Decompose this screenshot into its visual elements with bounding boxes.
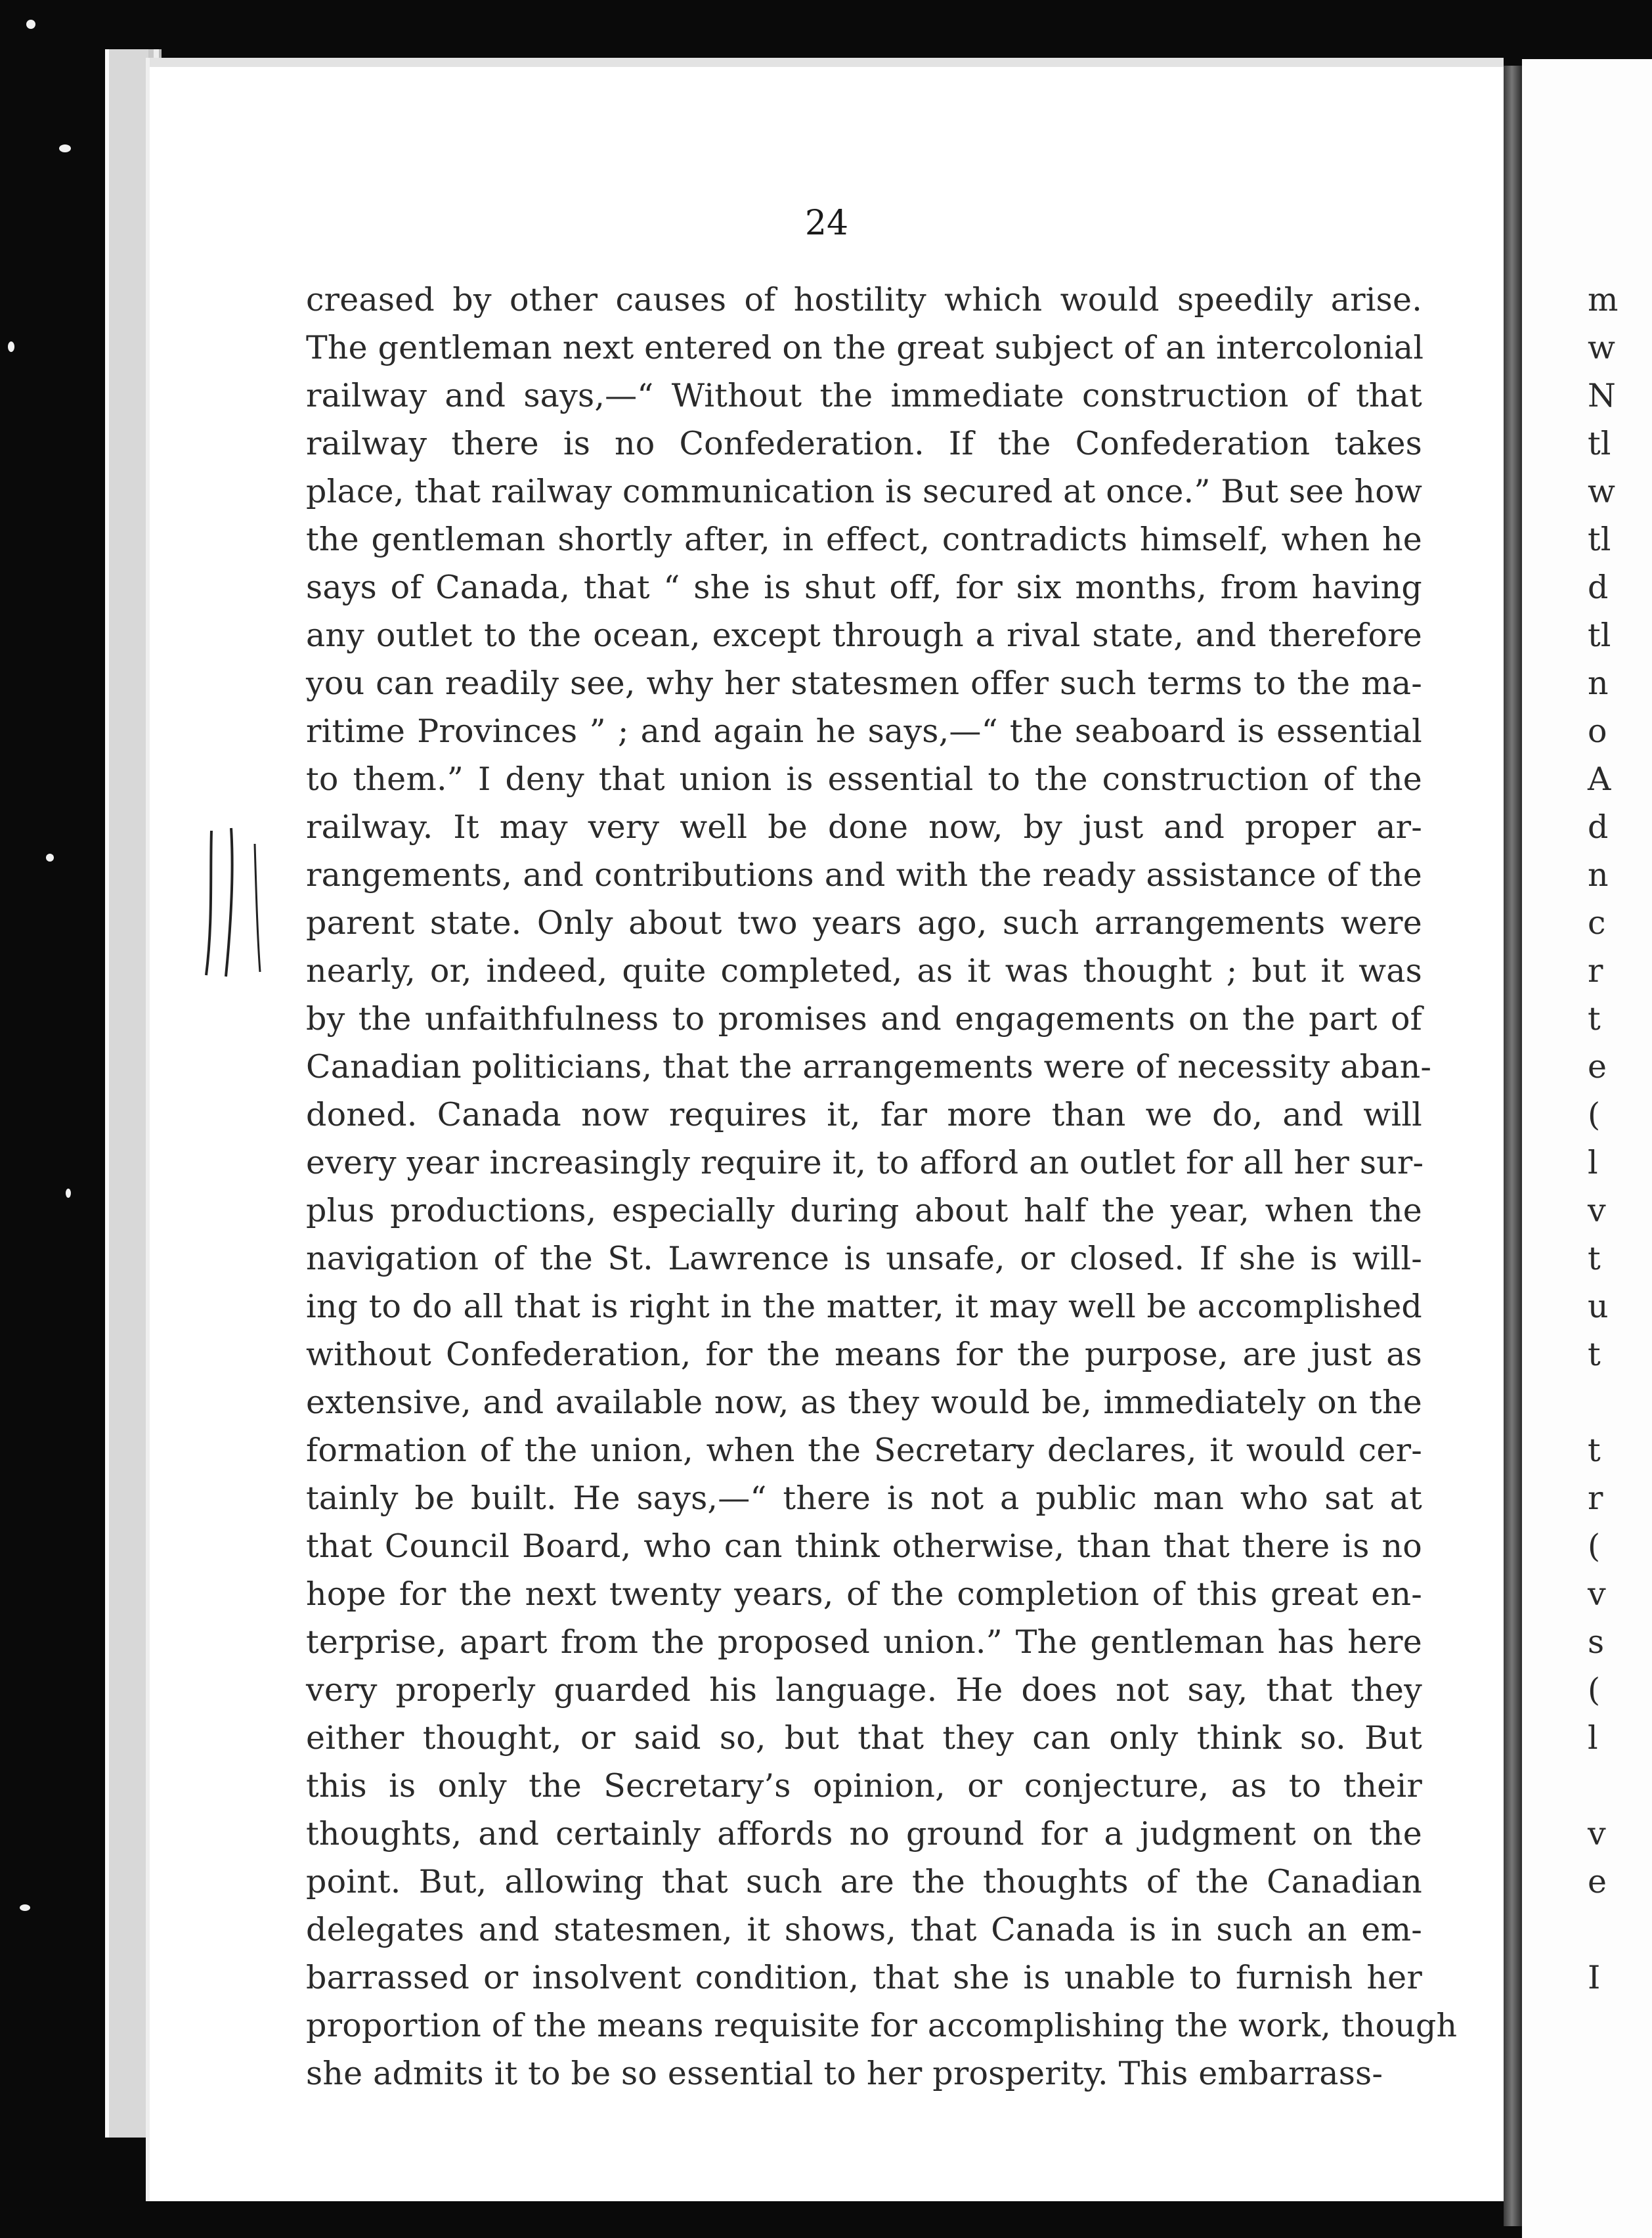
next-page-fragment <box>1588 1378 1640 1426</box>
text-line: to them.” I deny that union is essential to the construction of the <box>306 760 1422 798</box>
next-page-fragment: e <box>1588 1863 1607 1900</box>
text-line: that Council Board, who can think otherwise, than that there is no <box>306 1527 1422 1565</box>
next-page-fragment: d <box>1588 569 1609 606</box>
text-line: by the unfaithfulness to promises and engagements on the part of <box>306 1000 1422 1038</box>
next-page-fragment: e <box>1588 1048 1607 1086</box>
text-line: navigation of the St. Lawrence is unsafe, or closed. If she is will- <box>306 1240 1422 1277</box>
text-line: The gentleman next entered on the great subject of an intercolonial <box>306 329 1424 366</box>
next-page-fragment: n <box>1588 665 1609 702</box>
next-page-fragment: l <box>1588 1719 1598 1757</box>
text-line: thoughts, and certainly affords no ground for a judgment on the <box>306 1815 1422 1853</box>
text-line: hope for the next twenty years, of the completion of this great en- <box>306 1575 1422 1613</box>
scan-speck <box>8 341 14 352</box>
next-page-fragment <box>1588 2050 1640 2097</box>
next-page-fragment: d <box>1588 808 1609 846</box>
next-page-fragment: v <box>1588 1815 1606 1853</box>
margin-pencil-mark <box>197 824 276 982</box>
text-line: very properly guarded his language. He does not say, that they <box>306 1671 1422 1709</box>
text-line: ritime Provinces ” ; and again he says,—“ the seaboard is essential <box>306 713 1422 750</box>
scan-speck <box>26 20 35 29</box>
next-page-fragment: r <box>1588 1480 1603 1517</box>
text-line: terprise, apart from the proposed union.” The gentleman has here <box>306 1623 1422 1661</box>
text-line: railway. It may very well be done now, by just and proper ar- <box>306 808 1422 846</box>
next-page-fragment: o <box>1588 713 1607 750</box>
next-page-fragment: ( <box>1588 1527 1601 1565</box>
text-line: parent state. Only about two years ago, such arrangements were <box>306 904 1422 942</box>
next-page-fragment: t <box>1588 1432 1601 1469</box>
text-line: nearly, or, indeed, quite completed, as it was thought ; but it was <box>306 952 1422 990</box>
text-line: extensive, and available now, as they would be, immediately on the <box>306 1384 1422 1421</box>
next-page-fragment: N <box>1588 377 1616 414</box>
scan-speck <box>46 854 54 862</box>
text-line: ing to do all that is right in the matter, it may well be accomplished <box>306 1288 1422 1325</box>
text-line: either thought, or said so, but that they can only think so. But <box>306 1719 1422 1757</box>
next-page-fragment: tl <box>1588 617 1611 654</box>
next-page-fragment: r <box>1588 952 1603 990</box>
next-page-fragment: A <box>1588 760 1611 798</box>
text-line: place, that railway communication is secured at once.” But see how <box>306 473 1423 510</box>
text-line: formation of the union, when the Secretary declares, it would cer- <box>306 1432 1422 1469</box>
next-page-fragment <box>1588 1762 1640 1810</box>
next-page-fragments <box>1588 276 1640 2097</box>
text-line: barrassed or insolvent condition, that she is unable to furnish her <box>306 1959 1422 1996</box>
text-line: delegates and statesmen, it shows, that Canada is in such an em- <box>306 1911 1422 1948</box>
next-page-fragment: w <box>1588 473 1615 510</box>
text-line: point. But, allowing that such are the thoughts of the Canadian <box>306 1863 1422 1900</box>
next-page-fragment: s <box>1588 1623 1605 1661</box>
next-page-fragment: u <box>1588 1288 1609 1325</box>
text-line: any outlet to the ocean, except through a rival state, and therefore <box>306 617 1422 654</box>
text-line: the gentleman shortly after, in effect, contradicts himself, when he <box>306 521 1422 558</box>
text-line: without Confederation, for the means for the purpose, are just as <box>306 1336 1422 1373</box>
text-line: railway and says,—“ Without the immediate construction of that <box>306 377 1422 414</box>
text-line: she admits it to be so essential to her prosperity. This embarrass- <box>306 2055 1383 2092</box>
next-page-fragment: l <box>1588 1144 1598 1181</box>
text-line: you can readily see, why her statesmen offer such terms to the ma- <box>306 665 1422 702</box>
next-page-fragment: ( <box>1588 1096 1601 1133</box>
text-line: railway there is no Confederation. If the Confederation takes <box>306 425 1422 462</box>
next-page-fragment: n <box>1588 856 1609 894</box>
text-line: rangements, and contributions and with the ready assistance of the <box>306 856 1422 894</box>
text-line: creased by other causes of hostility which would speedily arise. <box>306 281 1422 318</box>
next-page-fragment: m <box>1588 281 1619 318</box>
next-page-fragment: tl <box>1588 425 1611 462</box>
scan-speck <box>59 144 71 152</box>
next-page-fragment: tl <box>1588 521 1611 558</box>
page-body-text <box>306 276 1458 2097</box>
next-page-fragment: ( <box>1588 1671 1601 1709</box>
page-number: 24 <box>804 204 849 243</box>
book-gutter <box>1504 66 1522 2226</box>
next-page-fragment: t <box>1588 1240 1601 1277</box>
next-page-fragment: I <box>1588 1959 1601 1996</box>
next-page-fragment: c <box>1588 904 1606 942</box>
next-page-fragment: t <box>1588 1336 1601 1373</box>
next-page-fragment <box>1588 2002 1640 2050</box>
text-line: Canadian politicians, that the arrangements were of necessity aban- <box>306 1048 1432 1086</box>
next-page-fragment: v <box>1588 1575 1606 1613</box>
text-line: tainly be built. He says,—“ there is not a public man who sat at <box>306 1480 1422 1517</box>
next-page-fragment: t <box>1588 1000 1601 1038</box>
next-page-fragment: w <box>1588 329 1615 366</box>
text-line: every year increasingly require it, to afford an outlet for all her sur- <box>306 1144 1424 1181</box>
scan-speck <box>66 1189 71 1198</box>
next-page-fragment: v <box>1588 1192 1606 1229</box>
text-line: proportion of the means requisite for accomplishing the work, though <box>306 2007 1458 2044</box>
scan-speck <box>20 1904 30 1911</box>
text-line: plus productions, especially during about half the year, when the <box>306 1192 1422 1229</box>
next-page-fragment <box>1588 1906 1640 1954</box>
text-line: says of Canada, that “ she is shut off, for six months, from having <box>306 569 1422 606</box>
text-line: doned. Canada now requires it, far more than we do, and will <box>306 1096 1422 1133</box>
text-line: this is only the Secretary’s opinion, or conjecture, as to their <box>306 1767 1422 1805</box>
